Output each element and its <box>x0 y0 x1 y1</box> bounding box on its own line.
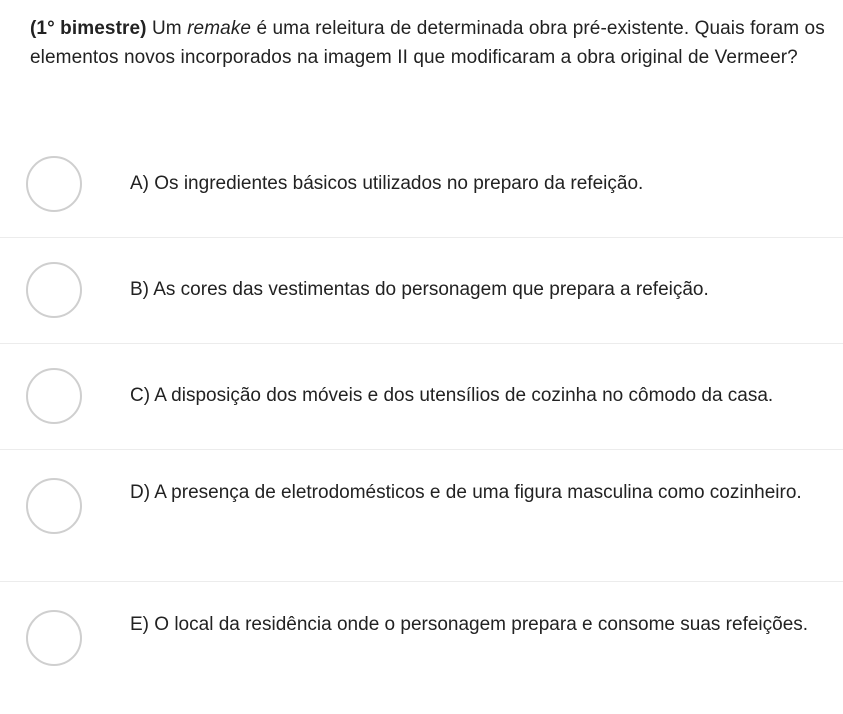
option-e-label: E) O local da residência onde o personagem prepara e consome suas refeições. <box>130 614 809 635</box>
radio-circle-icon[interactable] <box>26 478 82 534</box>
option-c[interactable] <box>0 344 843 450</box>
option-d-label: D) A presença de eletrodomésticos e de uma figura masculina como cozinheiro. <box>130 482 802 503</box>
radio-circle-icon[interactable] <box>26 156 82 212</box>
radio-circle-icon[interactable] <box>26 368 82 424</box>
option-b-label: B) As cores das vestimentas do personagem que prepara a refeição. <box>130 279 709 300</box>
option-e[interactable] <box>0 582 843 714</box>
option-a-label: A) Os ingredientes básicos utilizados no preparo da refeição. <box>130 173 644 194</box>
question-text <box>30 14 830 72</box>
option-b[interactable] <box>0 238 843 344</box>
option-d[interactable] <box>0 450 843 582</box>
radio-circle-icon[interactable] <box>26 610 82 666</box>
question-text-part-1: Um <box>146 18 188 39</box>
answer-options-list <box>0 132 843 714</box>
question-text-part-2: é uma releitura de determinada obra pré-existente. Quais foram os elementos novos incorporados na imagem II que modificaram a obra original de Vermeer? <box>30 18 825 68</box>
question-bimester-label: (1° bimestre) <box>30 18 147 39</box>
option-c-label: C) A disposição dos móveis e dos utensílios de cozinha no cômodo da casa. <box>130 385 774 406</box>
question-italic-word: remake <box>187 18 252 39</box>
radio-circle-icon[interactable] <box>26 262 82 318</box>
option-a[interactable] <box>0 132 843 238</box>
